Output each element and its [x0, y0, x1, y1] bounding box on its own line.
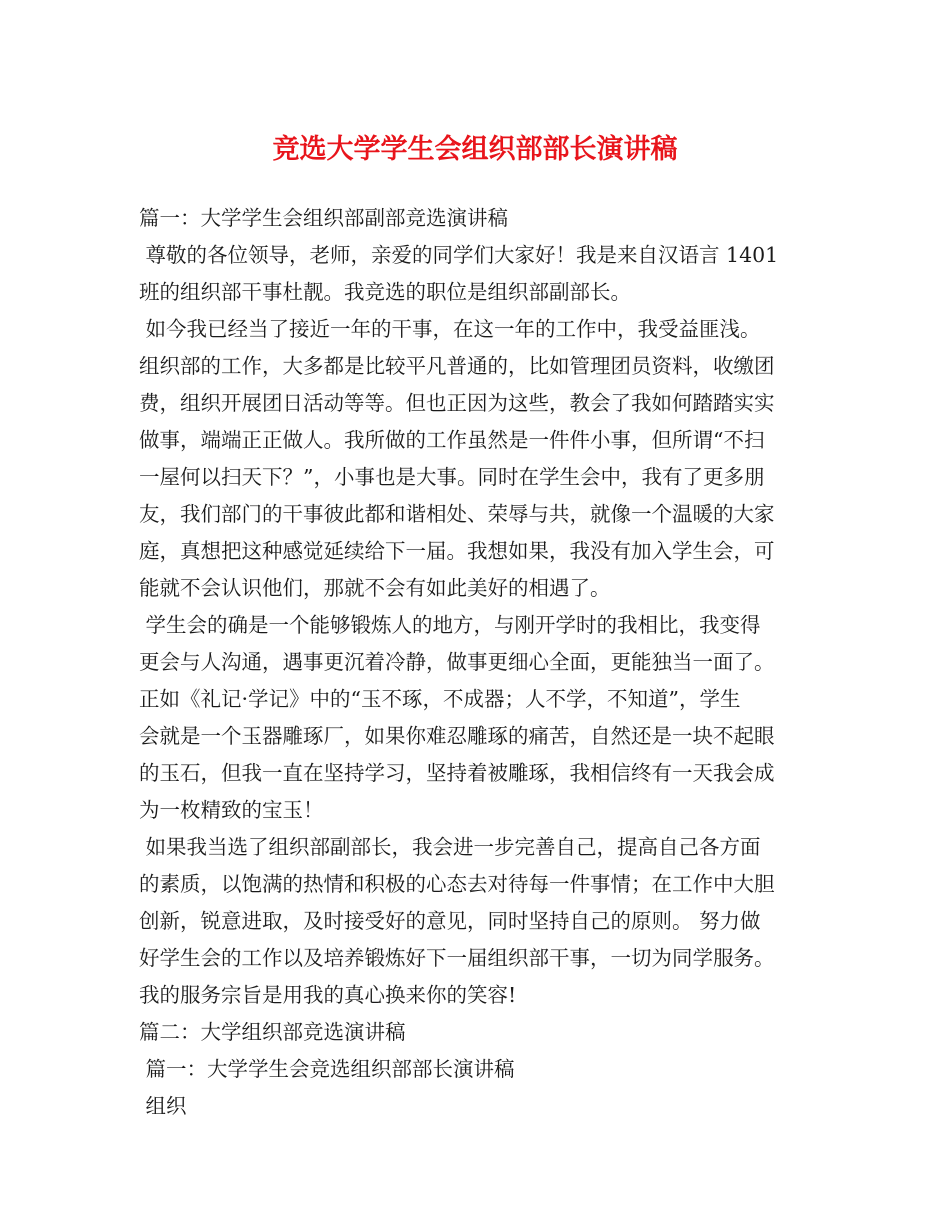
- text-line: 班的组织部干事杜靓。我竞选的职位是组织部副部长。: [139, 280, 631, 304]
- document-body: [139, 200, 811, 1125]
- text-line: 更会与人沟通，遇事更沉着冷静，做事更细心全面，更能独当一面了。: [139, 650, 775, 674]
- text-line: 尊敬的各位领导，老师，亲爱的同学们大家好！我是来自汉语言 1401: [139, 243, 779, 267]
- text-line: 创新，锐意进取，及时接受好的意见，同时坚持自己的原则。 努力做: [139, 909, 761, 933]
- text-line: 组织: [139, 1094, 187, 1118]
- text-line: 好学生会的工作以及培养锻炼好下一届组织部干事，一切为同学服务。: [139, 946, 775, 970]
- text-line: 学生会的确是一个能够锻炼人的地方，与刚开学时的我相比，我变得: [139, 613, 761, 637]
- text-line: 庭，真想把这种感觉延续给下一届。我想如果，我没有加入学生会，可: [139, 539, 775, 563]
- text-line: 一屋何以扫天下？”，小事也是大事。同时在学生会中，我有了更多朋: [139, 465, 765, 489]
- text-line: 篇一：大学学生会竞选组织部部长演讲稿: [139, 1057, 515, 1081]
- text-line: 的玉石，但我一直在坚持学习，坚持着被雕琢，我相信终有一天我会成: [139, 761, 775, 785]
- text-line: 的素质，以饱满的热情和积极的心态去对待每一件事情；在工作中大胆: [139, 872, 775, 896]
- document-title: 竞选大学学生会组织部部长演讲稿: [272, 134, 678, 165]
- text-line: 费，组织开展团日活动等等。但也正因为这些，教会了我如何踏踏实实: [139, 391, 775, 415]
- text-line: 篇二：大学组织部竞选演讲稿: [139, 1020, 406, 1044]
- text-line: 为一枚精致的宝玉！: [139, 798, 324, 822]
- text-line: 篇一：大学学生会组织部副部竞选演讲稿: [139, 206, 508, 230]
- text-line: 会就是一个玉器雕琢厂，如果你难忍雕琢的痛苦，自然还是一块不起眼: [139, 724, 775, 748]
- text-line: 做事，端端正正做人。我所做的工作虽然是一件件小事，但所谓“不扫: [139, 428, 765, 452]
- text-line: 组织部的工作，大多都是比较平凡普通的，比如管理团员资料，收缴团: [139, 354, 775, 378]
- text-line: 能就不会认识他们，那就不会有如此美好的相遇了。: [139, 576, 611, 600]
- text-line: 如今我已经当了接近一年的干事，在这一年的工作中，我受益匪浅。: [139, 317, 761, 341]
- text-line: 如果我当选了组织部副部长，我会进一步完善自己，提高自己各方面: [139, 835, 761, 859]
- text-line: 友，我们部门的干事彼此都和谐相处、荣辱与共，就像一个温暖的大家: [139, 502, 775, 526]
- text-line: 正如《礼记·学记》中的“玉不琢，不成器；人不学，不知道”，学生: [139, 687, 741, 711]
- text-line: 我的服务宗旨是用我的真心换来你的笑容!: [139, 983, 517, 1007]
